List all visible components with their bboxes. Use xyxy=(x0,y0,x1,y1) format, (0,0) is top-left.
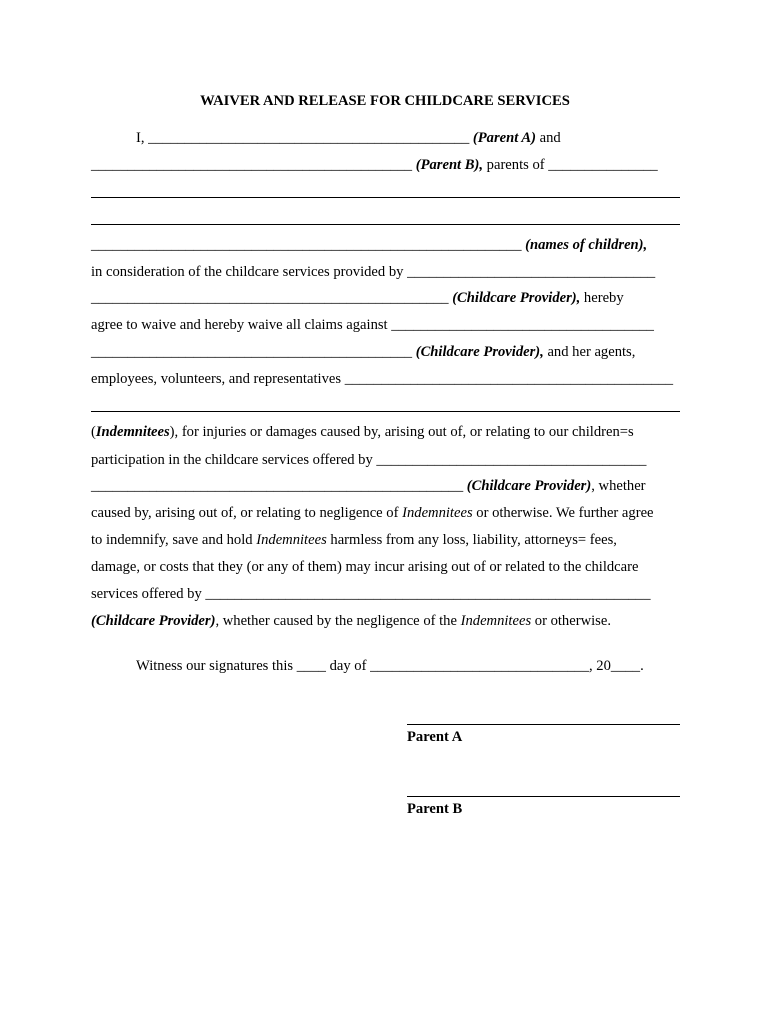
witness-line[interactable]: Witness our signatures this ____ day of ______________________________, 20____. xyxy=(136,658,644,674)
provider-line-3: ___________________________________________________ (Childcare Provider), whether xyxy=(91,478,646,494)
names-of-children-line: ___________________________________________________________ (names of children), xyxy=(91,237,648,253)
costs-line: damage, or costs that they (or any of them) may incur arising out of or related to the childcare xyxy=(91,559,639,575)
parent-b-blank[interactable]: ____________________________________________ xyxy=(91,157,413,173)
indemnitees-line: (Indemnitees), for injuries or damages caused by, arising out of, or relating to our children=s xyxy=(91,424,634,440)
parent-b-signature-line[interactable] xyxy=(407,796,680,797)
provider-blank-2[interactable]: _________________________________________________ xyxy=(91,290,449,306)
waive-claims-line: agree to waive and hereby waive all claims against ____________________________________ xyxy=(91,317,654,333)
provider-line-1: _________________________________________________ (Childcare Provider), hereby xyxy=(91,290,624,306)
representatives-line: employees, volunteers, and representatives _____________________________________________ xyxy=(91,371,674,387)
provider-blank-7[interactable]: _____________________________________________________________ xyxy=(205,586,651,602)
document-title: WAIVER AND RELEASE FOR CHILDCARE SERVICES xyxy=(200,93,570,109)
provider-blank-4[interactable]: ____________________________________________ xyxy=(91,344,413,360)
representatives-rule[interactable] xyxy=(91,411,680,412)
provider-blank-5[interactable]: _____________________________________ xyxy=(376,452,647,468)
consideration-line: in consideration of the childcare services provided by __________________________________ xyxy=(91,264,656,280)
participation-line: participation in the childcare services offered by _____________________________________ xyxy=(91,452,647,468)
parent-b-signature-label: Parent B xyxy=(407,801,463,817)
parent-a-blank[interactable]: ____________________________________________ xyxy=(148,130,470,146)
parent-a-line: I, ____________________________________________ (Parent A) and xyxy=(136,130,561,146)
children-names-blank-1[interactable]: _______________ xyxy=(548,157,658,173)
provider-line-2: ____________________________________________ (Childcare Provider), and her agents, xyxy=(91,344,636,360)
indemnify-line: to indemnify, save and hold Indemnitees harmless from any loss, liability, attorneys= fees, xyxy=(91,532,617,548)
provider-blank-3[interactable]: ____________________________________ xyxy=(391,317,654,333)
parent-a-signature-line[interactable] xyxy=(407,724,680,725)
closing-line: (Childcare Provider), whether caused by the negligence of the Indemnitees or otherwise. xyxy=(91,613,611,629)
parent-b-line: ____________________________________________ (Parent B), parents of _______________ xyxy=(91,157,658,173)
services-offered-line: services offered by _____________________________________________________________ xyxy=(91,586,651,602)
provider-blank-1[interactable]: __________________________________ xyxy=(407,264,656,280)
children-names-rule-1[interactable] xyxy=(91,197,680,198)
children-names-rule-2[interactable] xyxy=(91,224,680,225)
provider-blank-6[interactable]: ___________________________________________________ xyxy=(91,478,464,494)
representatives-blank[interactable]: _____________________________________________ xyxy=(344,371,674,387)
children-names-blank-2[interactable]: ___________________________________________________________ xyxy=(91,237,522,253)
parent-a-signature-label: Parent A xyxy=(407,729,463,745)
negligence-line: caused by, arising out of, or relating to negligence of Indemnitees or otherwise. We further agree xyxy=(91,505,654,521)
